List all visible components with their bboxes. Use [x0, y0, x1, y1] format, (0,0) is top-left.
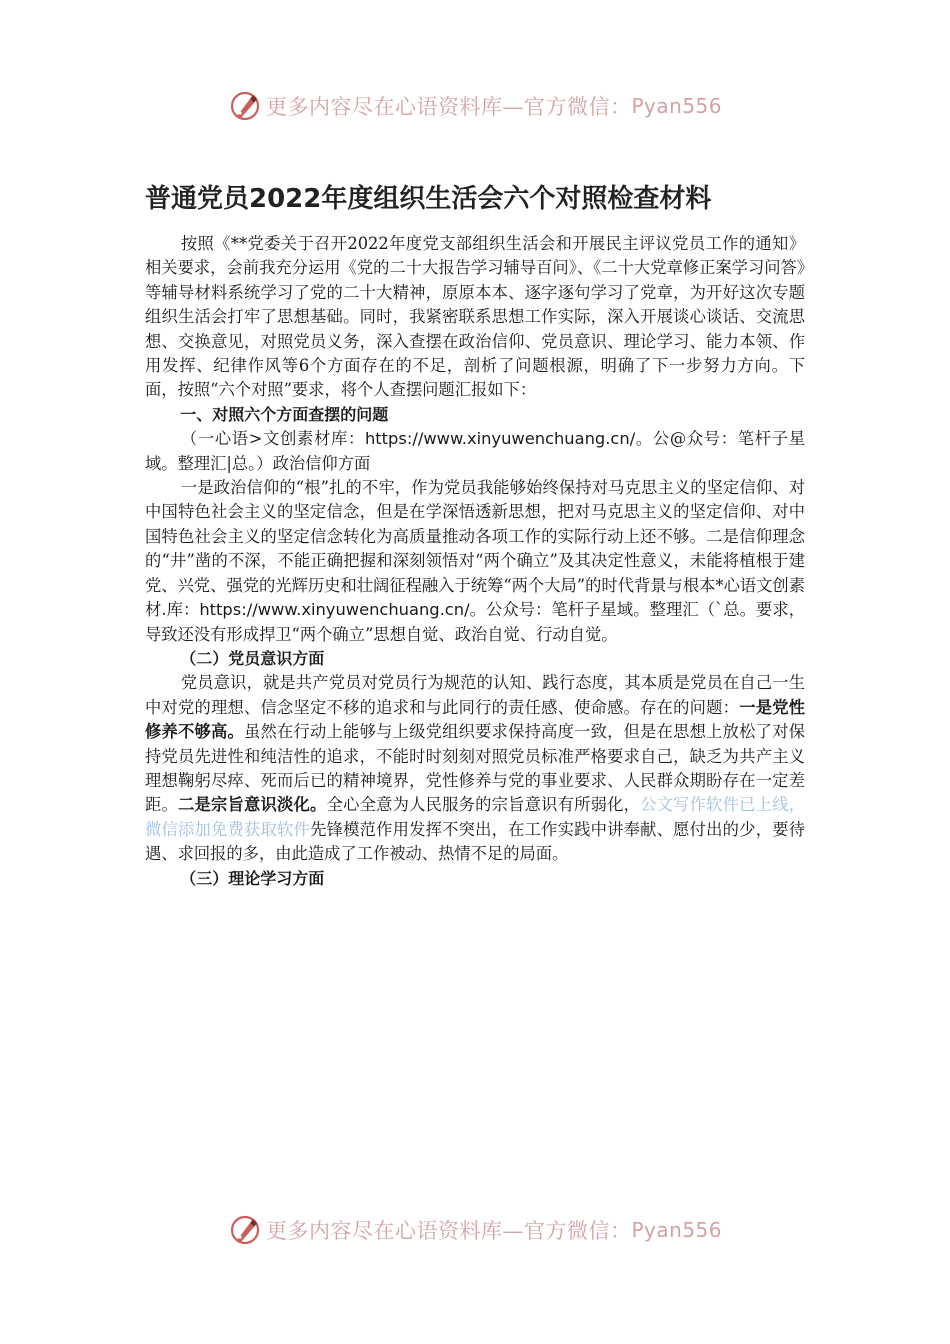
party-awareness-paragraph: [145, 671, 805, 866]
para2-text-c: 全心全意为人民服务的宗旨意识有所弱化，: [326, 795, 641, 815]
watermark-header: [0, 86, 950, 126]
section-heading-3: （三）理论学习方面: [180, 868, 325, 888]
section-heading-2: （二）党员意识方面: [180, 648, 325, 668]
document-title: 普通党员2022年度组织生活会六个对照检查材料: [145, 184, 712, 214]
watermark-text: 更多内容尽在心语资料库—官方微信：: [265, 1219, 632, 1243]
para2-bold-1: 一是党性修养不够高。: [145, 697, 805, 742]
watermark-handle: Pyan556: [631, 1218, 722, 1242]
pen-nib-logo-icon: [228, 89, 262, 123]
watermark-text: 更多内容尽在心语资料库—官方微信：: [265, 95, 632, 119]
para2-text-a: 党员意识，就是共产党员对党员行为规范的认知、践行态度，其本质是党员在自己一生中对党的理想、信念坚定不移的追求和与此同行的责任感、使命感。存在的问题：: [145, 673, 805, 717]
para2-text-b: 虽然在行动上能够与上级党组织要求保持高度一致，但是在思想上放松了对保持党员先进性和纯洁性的追求，不能时时刻刻对照党员标准严格要求自己，缺乏为共产主义理想鞠躬尽瘁、死而后已的精神境界，党性修养与党的事业要求、人民群众期盼存在一定差距。: [145, 722, 805, 815]
subsection-1-line: [145, 427, 805, 476]
document-body: [145, 232, 805, 891]
para2-ad-text: 公文写作软件已上线，微信添加免费获取软件: [145, 795, 805, 839]
watermark-handle: Pyan556: [631, 94, 722, 118]
watermark-footer: [0, 1210, 950, 1250]
para2-bold-2: 二是宗旨意识淡化。: [178, 795, 327, 815]
para2-text-d: 先锋模范作用发挥不突出，在工作实践中讲奉献、愿付出的少，要待遇、求回报的多，由此造成了工作被动、热情不足的局面。: [145, 819, 805, 864]
para1-url: https://www.xinyuwenchuang.cn/: [199, 600, 470, 620]
subsection-1-prefix: （一心语>文创素材库：: [180, 429, 365, 449]
subsection-1-url: https://www.xinyuwenchuang.cn/: [364, 429, 636, 449]
subsection-1-suffix: 。公@众号：笔杆子星域。整理汇|总。）政治信仰方面: [145, 429, 805, 473]
para1-text-b: 。公众号：笔杆子星域。整理汇（`总。要求，导致还没有形成捍卫“两个确立”思想自觉、政治自觉、行动自觉。: [145, 600, 805, 644]
pen-nib-logo-icon: [228, 1213, 262, 1247]
section-heading-1: 一、对照六个方面查摆的问题: [180, 404, 389, 424]
intro-paragraph: 按照《**党委关于召开2022年度党支部组织生活会和开展民主评议党员工作的通知》相关要求，会前我充分运用《党的二十大报告学习辅导百问》、《二十大党章修正案学习问答》等辅导材料系统学习了党的二十大精神，原原本本、逐字逐句学习了党章，为开好这次专题组织生活会打牢了思想基础。同时，我紧密联系思想工作实际，深入开展谈心谈话、交流思想、交换意见，对照党员义务，深入查摆在政治信仰、党员意识、理论学习、能力本领、作用发挥、纪律作风等6个方面存在的不足，剖析了问题根源，明确了下一步努力方向。下面，按照“六个对照”要求，将个人查摆问题汇报如下：: [145, 234, 805, 400]
political-belief-paragraph: [145, 476, 805, 647]
para1-text-a: 一是政治信仰的“根”扎的不牢，作为党员我能够始终保持对马克思主义的坚定信仰、对中国特色社会主义的坚定信念，但是在学深悟透新思想，把对马克思主义的坚定信仰、对中国特色社会主义的坚定信念转化为高质量推动各项工作的实际行动上还不够。二是信仰理念的“井”凿的不深，不能正确把握和深刻领悟对“两个确立”及其决定性意义，未能将植根于建党、兴党、强党的光辉历史和壮阔征程融入于统筹“两个大局”的时代背景与根本*心语文创素材.库：: [145, 478, 805, 620]
